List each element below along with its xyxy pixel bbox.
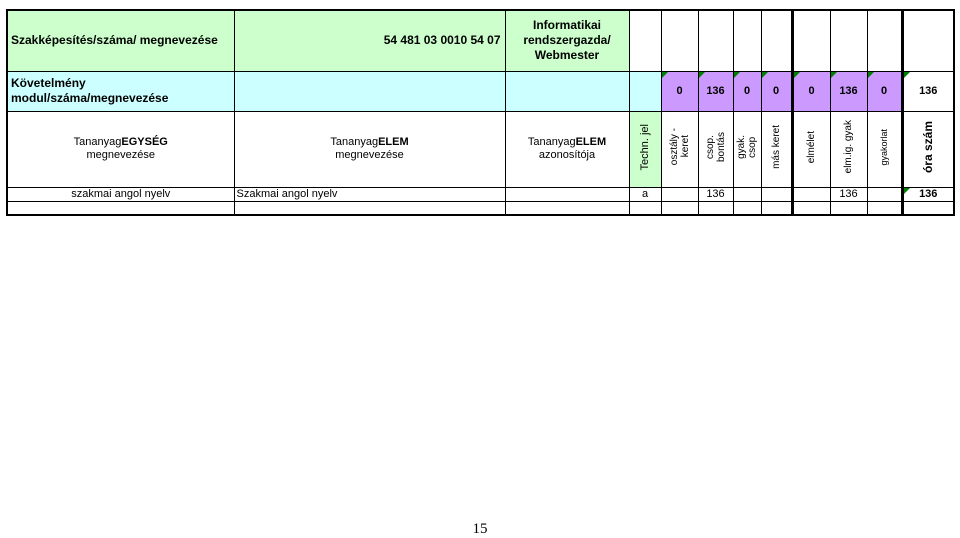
- hours-elmelet: 0: [792, 71, 830, 111]
- empty-cell: [505, 201, 629, 215]
- col-header-csop-bontas-text: csop. bontás: [704, 131, 727, 163]
- col-header-elem-id-bold: ELEM: [575, 136, 607, 148]
- table-row: [7, 187, 954, 201]
- row-techn: a: [629, 187, 661, 201]
- col-header-elem-id-prefix: Tananyag: [527, 136, 576, 148]
- col-header-elem-id: [505, 111, 629, 187]
- empty-cell: [7, 201, 234, 215]
- col-header-mas-keret-text: más keret: [770, 125, 782, 169]
- col-header-osztaly-keret-text: osztály - keret: [668, 128, 691, 166]
- table-row-empty: [7, 201, 954, 215]
- col-header-elem-sub: megnevezése: [335, 149, 404, 161]
- col-header-elm-ig-gyak-text: elm.ig. gyak: [843, 120, 854, 174]
- empty-cell: [733, 10, 761, 71]
- module-techn: [629, 71, 661, 111]
- module-name: [505, 71, 629, 111]
- hours-mas-keret: 0: [761, 71, 792, 111]
- empty-cell: [629, 201, 661, 215]
- row-mas: [761, 187, 792, 201]
- col-header-egyseg-prefix: Tananyag: [73, 136, 122, 148]
- empty-cell: [698, 201, 733, 215]
- qualification-label: Szakképesítés/száma/ megnevezése: [7, 10, 234, 71]
- col-header-egyseg: [7, 111, 234, 187]
- empty-cell: [698, 10, 733, 71]
- row-gyakorlat: [867, 187, 902, 201]
- col-header-egyseg-sub: megnevezése: [86, 149, 155, 161]
- col-header-elem-bold: ELEM: [378, 136, 409, 148]
- empty-cell: [792, 10, 830, 71]
- col-header-egyseg-bold: EGYSÉG: [121, 136, 168, 148]
- empty-cell: [902, 10, 954, 71]
- row-elem: Szakmai angol nyelv: [234, 187, 505, 201]
- col-header-elem-prefix: Tananyag: [330, 136, 379, 148]
- empty-cell: [761, 201, 792, 215]
- row-egyseg: szakmai angol nyelv: [7, 187, 234, 201]
- qualification-name: Informatikai rendszergazda/ Webmester: [505, 10, 629, 71]
- hours-ora-szam: 136: [902, 71, 954, 111]
- row-azonosito: [505, 187, 629, 201]
- empty-cell: [661, 201, 698, 215]
- hours-gyakorlat: 0: [867, 71, 902, 111]
- empty-cell: [761, 10, 792, 71]
- empty-cell: [733, 201, 761, 215]
- hours-osztaly-keret: 0: [661, 71, 698, 111]
- col-header-elmelet-text: elmélet: [806, 130, 817, 164]
- empty-cell: [792, 201, 830, 215]
- col-header-osztaly-keret: [661, 111, 698, 187]
- col-header-gyak-csop: [733, 111, 761, 187]
- empty-cell: [867, 201, 902, 215]
- col-header-mas-keret: [761, 111, 792, 187]
- col-header-techn-jel: [629, 111, 661, 187]
- empty-cell: [830, 10, 867, 71]
- curriculum-table: [6, 9, 955, 216]
- col-header-elm-ig-gyak: [830, 111, 867, 187]
- row-elmelet: [792, 187, 830, 201]
- col-header-techn-jel-text: Techn. jel: [638, 123, 651, 171]
- empty-cell: [629, 10, 661, 71]
- col-header-elmelet: [792, 111, 830, 187]
- col-header-elem: [234, 111, 505, 187]
- row-elmig: 136: [830, 187, 867, 201]
- col-header-gyakorlat-text: gyakorlat: [878, 128, 889, 166]
- module-label: Követelmény modul/száma/megnevezése: [7, 71, 234, 111]
- page-number: 15: [472, 521, 488, 537]
- col-header-elem-id-sub: azonosítója: [538, 149, 596, 161]
- empty-cell: [830, 201, 867, 215]
- col-header-gyak-csop-text: gyak. csop: [736, 135, 758, 159]
- row-ora: 136: [902, 187, 954, 201]
- row-gyak: [733, 187, 761, 201]
- empty-cell: [661, 10, 698, 71]
- col-header-ora-szam-text: óra szám: [920, 120, 935, 174]
- qualification-code: 54 481 03 0010 54 07: [234, 10, 505, 71]
- empty-cell: [867, 10, 902, 71]
- hours-csop-bontas: 136: [698, 71, 733, 111]
- hours-elm-ig-gyak: 136: [830, 71, 867, 111]
- row-csop: 136: [698, 187, 733, 201]
- empty-cell: [234, 201, 505, 215]
- col-header-gyakorlat: [867, 111, 902, 187]
- col-header-ora-szam: [902, 111, 954, 187]
- hours-gyak-csop: 0: [733, 71, 761, 111]
- row-osztaly: [661, 187, 698, 201]
- module-code: [234, 71, 505, 111]
- empty-cell: [902, 201, 954, 215]
- col-header-csop-bontas: [698, 111, 733, 187]
